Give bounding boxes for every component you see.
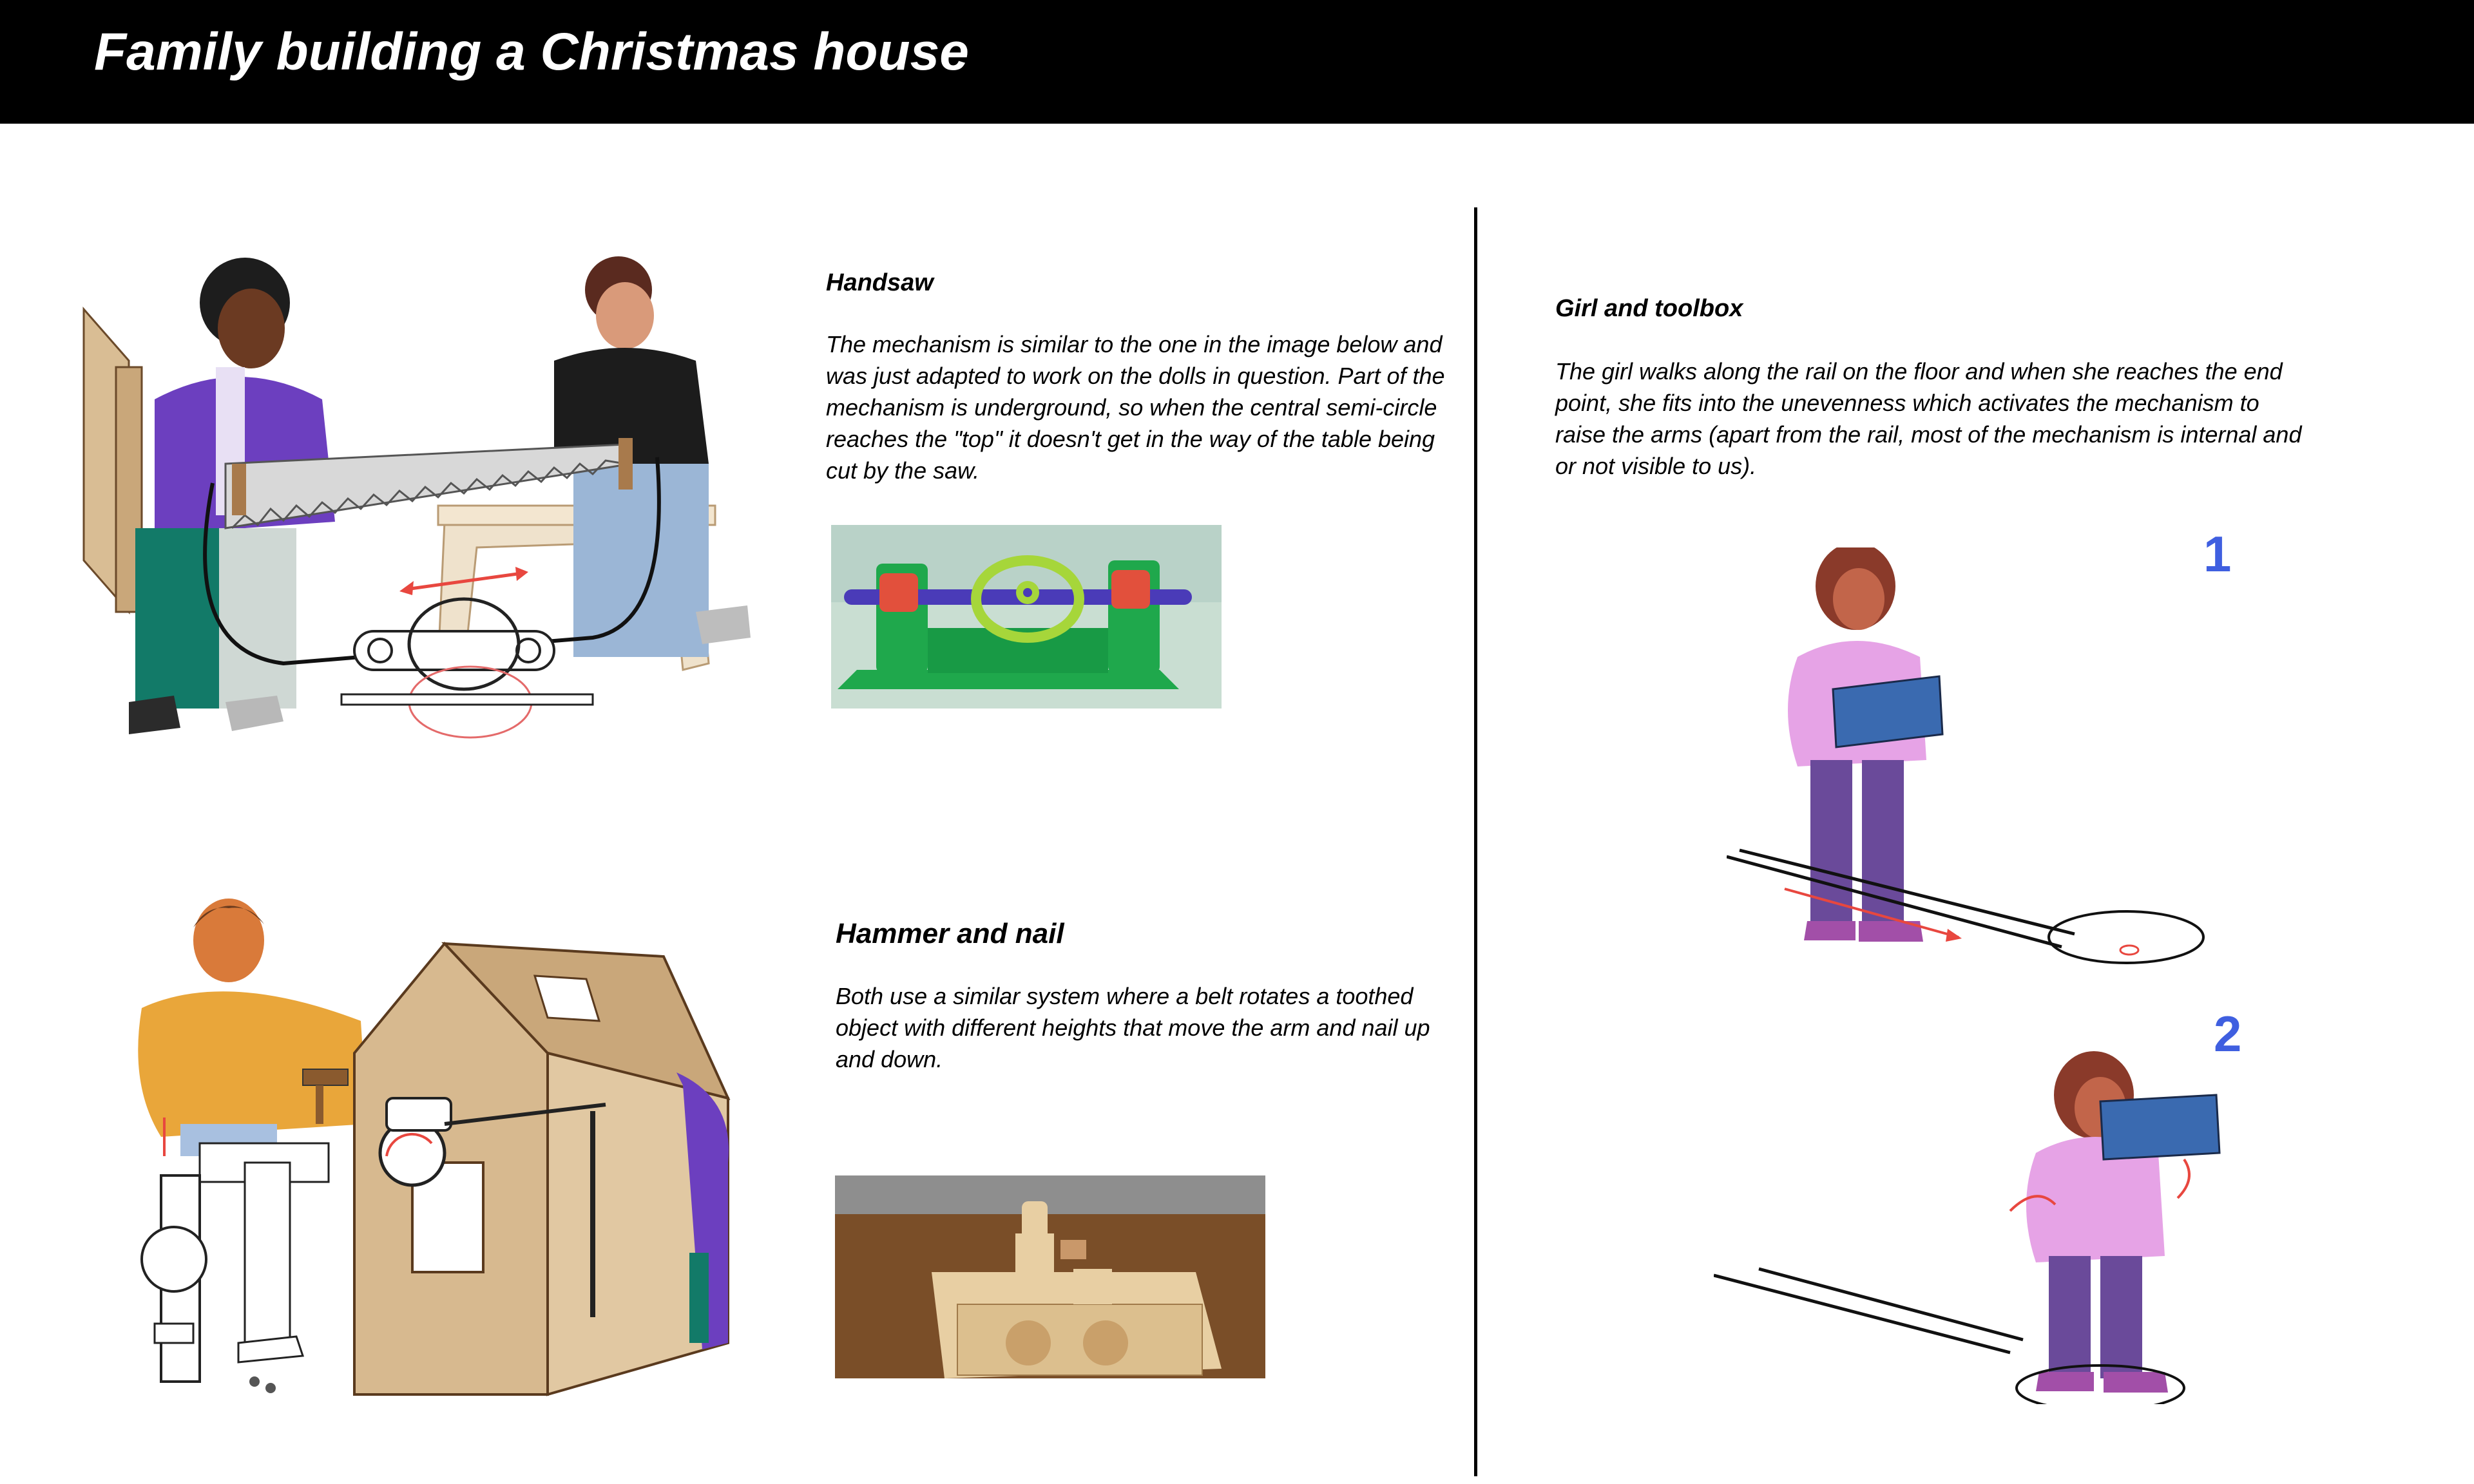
step-number-1: 1 [2203,526,2232,582]
handsaw-mechanism-photo [831,525,1222,709]
title-bar [0,0,2474,124]
wooden-automaton-image [835,1175,1265,1378]
hammer-title: Hammer and nail [836,918,1064,949]
handsaw-illustration [77,251,760,760]
green-cam-toy-image [831,525,1222,709]
hammer-illustration [84,892,780,1407]
girl-title: Girl and toolbox [1555,295,1743,322]
girl-step-1-illustration [1727,547,2229,979]
column-divider [1474,207,1477,1476]
girl-step-2-illustration [1714,1043,2229,1404]
handsaw-title: Handsaw [826,269,934,296]
hammer-mechanism-photo [835,1175,1265,1378]
girl-description: The girl walks along the rail on the floor and when she reaches the end point, she fits into the unevenness which activates the mechanism to raise the arms (apart from the rail, most of the mechanism is internal and or not visible to us). [1555,358,2302,479]
handsaw-description: The mechanism is similar to the one in the image below and was just adapted to work on the dolls in question. Part of the mechanism is underground, so when the central semi-circle reaches the "top" it doesn't get in the way of the table being cut by the saw. [826,331,1445,484]
hammer-description: Both use a similar system where a belt rotates a toothed object with different heights that move the arm and nail up and down. [836,983,1430,1072]
step-number-2: 2 [2214,1005,2242,1062]
page-title: Family building a Christmas house [94,23,969,81]
